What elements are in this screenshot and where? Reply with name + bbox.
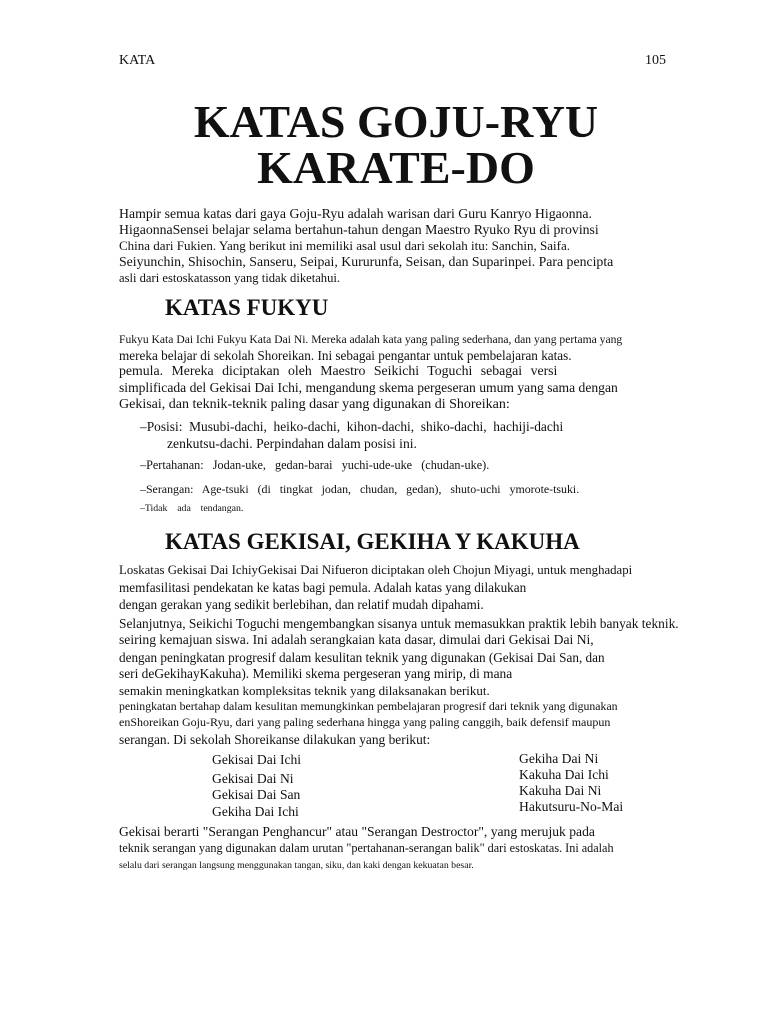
body-line: serangan. Di sekolah Shoreikanse dilakukan yang berikut: — [119, 732, 431, 747]
intro-line: HigaonnaSensei belajar selama bertahun-tahun dengan Maestro Ryuko Ryu di provinsi — [119, 222, 599, 237]
bullet-posisi: –Posisi: Musubi-dachi, heiko-dachi, kihon-dachi, shiko-dachi, hachiji-dachi — [140, 419, 564, 434]
kata-list-item: Gekisai Dai Ichi — [212, 752, 302, 767]
body-line: selalu dari serangan langsung menggunakan tangan, siku, dan kaki dengan kekuatan besar. — [119, 860, 474, 871]
body-line: Fukyu Kata Dai Ichi Fukyu Kata Dai Ni. Mereka adalah kata yang paling sederhana, dan yang pertama yang — [119, 333, 623, 346]
body-line: Gekisai, dan teknik-teknik paling dasar yang digunakan di Shoreikan: — [119, 397, 510, 412]
page-title-line-2: KARATE-DO — [257, 142, 535, 193]
bullet-posisi-continued: zenkutsu-dachi. Perpindahan dalam posisi ini. — [167, 436, 417, 451]
bullet-serangan: –Serangan: Age-tsuki (di tingkat jodan, chudan, gedan), shuto-uchi ymorote-tsuki. — [140, 482, 580, 496]
body-line: simplificada del Gekisai Dai Ichi, mengandung skema pergeseran umum yang sama dengan — [119, 380, 618, 395]
kata-list-item: Hakutsuru-No-Mai — [519, 799, 624, 814]
body-line: memfasilitasi pendekatan ke katas bagi pemula. Adalah katas yang dilakukan — [119, 580, 527, 595]
body-line: peningkatan bertahap dalam kesulitan memungkinkan pembelajaran progresif dari teknik yang digunakan — [119, 699, 618, 713]
kata-list-item: Gekisai Dai Ni — [212, 771, 294, 786]
body-line: pemula. Mereka diciptakan oleh Maestro Seikichi Toguchi sebagai versi — [119, 363, 558, 378]
body-line: seri deGekihayKakuha). Memiliki skema pergeseran yang mirip, di mana — [119, 666, 513, 681]
bullet-tidak: –Tidak ada tendangan. — [140, 503, 244, 514]
body-line: dengan gerakan yang sedikit berlebihan, dan relatif mudah dipahami. — [119, 597, 484, 612]
page-title-line-1: KATAS GOJU-RYU — [193, 96, 599, 147]
running-header: KATA — [119, 53, 156, 68]
kata-list-item: Kakuha Dai Ni — [519, 783, 602, 798]
kata-list-item: Gekiha Dai Ni — [519, 751, 599, 766]
body-line: seiring kemajuan siswa. Ini adalah serangkaian kata dasar, dimulai dari Gekisai Dai Ni, — [119, 632, 594, 647]
intro-line: Hampir semua katas dari gaya Goju-Ryu adalah warisan dari Guru Kanryo Higaonna. — [119, 206, 592, 221]
body-line: mereka belajar di sekolah Shoreikan. Ini sebagai pengantar untuk pembelajaran katas. — [119, 348, 572, 363]
section-heading-fukyu: KATAS FUKYU — [165, 295, 329, 320]
intro-line: China dari Fukien. Yang berikut ini memiliki asal usul dari sekolah itu: Sanchin, Saifa. — [119, 238, 570, 253]
body-line: Gekisai berarti "Serangan Penghancur" atau "Serangan Destroctor", yang merujuk pada — [119, 824, 595, 839]
bullet-pertahanan: –Pertahanan: Jodan-uke, gedan-barai yuchi-ude-uke (chudan-uke). — [140, 458, 490, 472]
body-line: teknik serangan yang digunakan dalam urutan "pertahanan-serangan balik" dari estoskatas. Ini adalah — [119, 841, 614, 855]
body-line: Loskatas Gekisai Dai IchiyGekisai Dai Nifueron diciptakan oleh Chojun Miyagi, untuk menghadapi — [119, 563, 633, 577]
body-line: Selanjutnya, Seikichi Toguchi mengembangkan sisanya untuk memasukkan praktik lebih banyak teknik. — [119, 616, 679, 631]
intro-line: Seiyunchin, Shisochin, Sanseru, Seipai, Kururunfa, Seisan, dan Suparinpei. Para pencipta — [119, 254, 614, 269]
kata-list-item: Gekiha Dai Ichi — [212, 804, 299, 819]
kata-list-item: Gekisai Dai San — [212, 787, 301, 802]
section-heading-gekisai: KATAS GEKISAI, GEKIHA Y KAKUHA — [165, 529, 580, 554]
intro-line: asli dari estoskatasson yang tidak diketahui. — [119, 271, 341, 285]
body-line: dengan peningkatan progresif dalam kesulitan teknik yang digunakan (Gekisai Dai San, dan — [119, 650, 605, 665]
body-line: semakin meningkatkan kompleksitas teknik yang dilaksanakan berikut. — [119, 683, 490, 698]
page-number: 105 — [645, 53, 666, 68]
body-line: enShoreikan Goju-Ryu, dari yang paling sederhana hingga yang paling canggih, baik defensif maupun — [119, 715, 611, 729]
kata-list-item: Kakuha Dai Ichi — [519, 767, 609, 782]
